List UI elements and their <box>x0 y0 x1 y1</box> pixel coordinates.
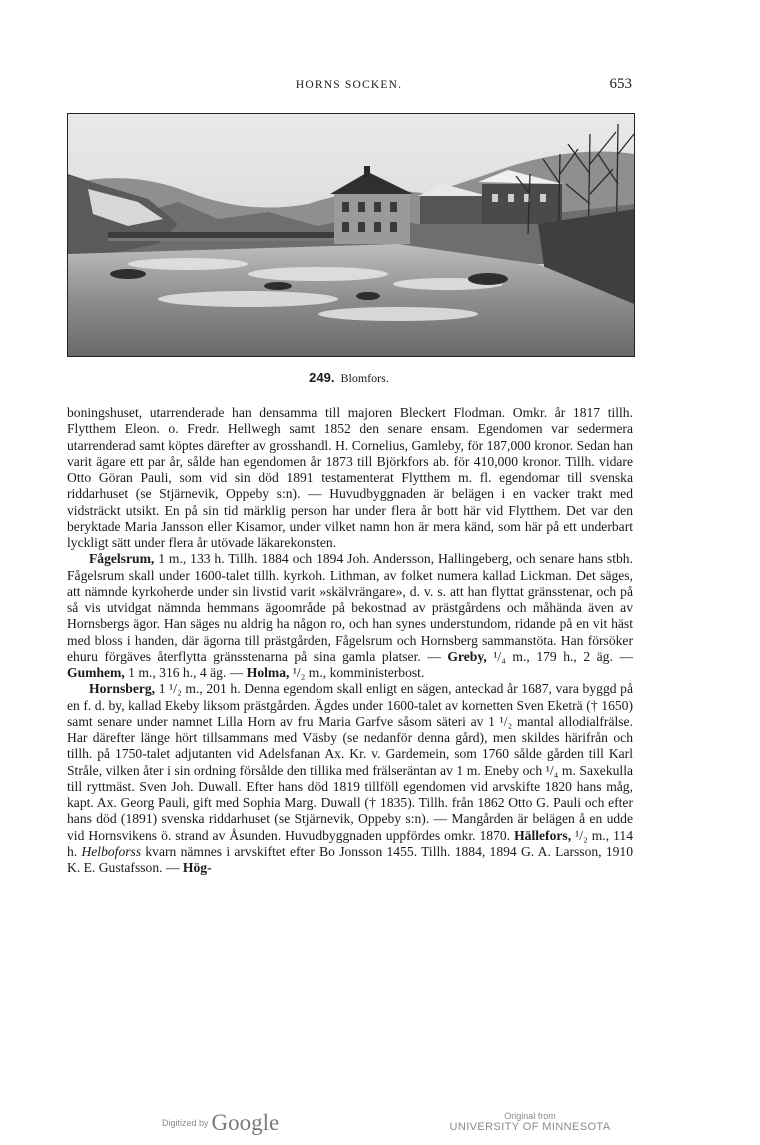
entry-heading: Fågelsrum, <box>89 551 155 567</box>
university-name: UNIVERSITY OF MINNESOTA <box>449 1121 611 1133</box>
body-text <box>67 405 633 876</box>
text-run: ¹/₂ m., komministerbost. <box>289 665 425 680</box>
entry-heading: Hög- <box>182 860 212 875</box>
text-run: ¹/₂ m., 114 h. <box>67 827 633 859</box>
text-run: ¹/₄ m., 179 h., 2 äg. — <box>486 648 633 664</box>
figure-number: 249. <box>309 370 335 385</box>
text-run: 1 ¹/₂ m., 201 h. Denna egendom skall enligt en sägen, anteckad år 1687, vara byggd på en f. d. by, kallad Ekeby liksom prästgården. Ägdes under 1600-talet av kornetten Sven Eketrä († 1650) samt senare under namnet Lilla Horn av fru Maria Garfve såsom säteri av 1 ¹/₂ mantal allodialfrälse. Har därefter länge hört tillsammans med Väsby (se nedanför denna gård), men skildes härifrån och tillh. på 1750-talet adjutanten vid Adelsfanan Ax. Kr. v. Gardemein, som 1760 sålde gården till Karl Stråle, vilken åter i sin ordning försålde den tillika med frälseräntan av 1 m. Eneby och ¹/₄ m. Saxekulla till ryttmäst. Sven Joh. Duwall. Efter hans död 1819 tillföll egendomen vid arvskifte 1820 hans måg, kapt. Ax. Georg Pauli, gift med Sophia Marg. Duwall († 1835). Tillh. från 1862 Otto G. Pauli och efter hans död (1891) svenska riddarhuset (se Stjärnevik, Oppeby s:n). — Mangården är belägen å en udde vid Hornsvikens ö. strand av Åsunden. Huvudbyggnaden uppfördes omkr. 1870. <box>67 681 633 843</box>
entry-heading: Holma, <box>246 665 290 680</box>
figure-caption <box>66 370 632 386</box>
digitized-by-google <box>162 1110 279 1136</box>
italic-text: Helboforss <box>81 843 142 859</box>
digitized-by-label: Digitized by <box>162 1118 209 1128</box>
entry-heading: Hornsberg, <box>89 681 156 697</box>
blomfors-photograph <box>67 113 635 357</box>
entry-heading: Greby, <box>447 648 487 664</box>
paragraph <box>67 405 633 551</box>
text-run: 1 m., 316 h., 4 äg. — <box>124 665 247 680</box>
page-number: 653 <box>609 76 632 92</box>
original-from-label: Original from <box>504 1111 556 1121</box>
original-from-attribution <box>440 1111 620 1133</box>
page-header <box>66 76 632 96</box>
entry-heading: Hällefors, <box>514 827 572 843</box>
text-run: kvarn nämnes i arvskiftet efter Bo Jonsson 1455. Tillh. 1884, 1894 G. A. Larsson, 1910 K. E. Gustafsson. — <box>67 843 634 875</box>
text-run: 1 m., 133 h. Tillh. 1884 och 1894 Joh. Andersson, Hallingeberg, och senare hans stbh. Fågelsrum skall under 1600-talet tillh. kyrkoh. Lithman, av folket numera kallad Lickman. Det säges, att nämnde kyrkoherde under sin livstid varit »skälvrängare», d. v. s. att han flyttat gränsstenar, och på så vis utvidgat nämnda hemmans ägoområde på bekostnad av prästgårdens och måhända även av Hornsbergs ägor. Han säges nu aldrig ha någon ro, och han synes understundom, ridande på en vit häst med bloss i handen, där ägorna till prästgården, Fågelsrum och Hornsberg sammanstöta. Han försöker ehuru förgäves återflytta gränsstenarna på sina gamla platser. — <box>67 551 633 664</box>
text-run: boningshuset, utarrenderade han densamma till majoren Bleckert Flodman. Omkr. år 1817 tillh. Flytthem Eleon. o. Fredr. Hellwegh samt 1852 den senare ensam. Egendomen var sedermera utarrenderad samt köptes därefter av grosshandl. H. Cornelius, Gamleby, för 187,000 kronor. Sedan han varit ägare ett par år, sålde han egendomen år 1873 till Björkfors ab. för 410,000 kronor. Tillh. vidare Otto Göran Pauli, som vid sin död 1891 testamenterat Flytthem m. fl. egendomar till svenska riddarhuset (se Stjärnevik, Oppeby s:n). — Huvudbyggnaden är belägen i en vacker trakt med vidsträckt utsikt. En på sin tid märklig person har under flera år bott här vid Flytthem. Det var den beryktade Maria Jansson eller Kisamor, under vilket namn hon är mera känd, som här på ett underbart lyckligt sätt under flera år utövade läkarekonsten. <box>67 405 633 550</box>
figure-caption-text: Blomfors. <box>340 371 389 385</box>
running-title: HORNS SOCKEN. <box>295 79 403 91</box>
photo-illustration <box>68 114 634 356</box>
google-logo: Google <box>211 1110 280 1135</box>
paragraph <box>67 551 633 681</box>
entry-heading: Gumhem, <box>67 665 125 680</box>
paragraph <box>67 681 633 876</box>
